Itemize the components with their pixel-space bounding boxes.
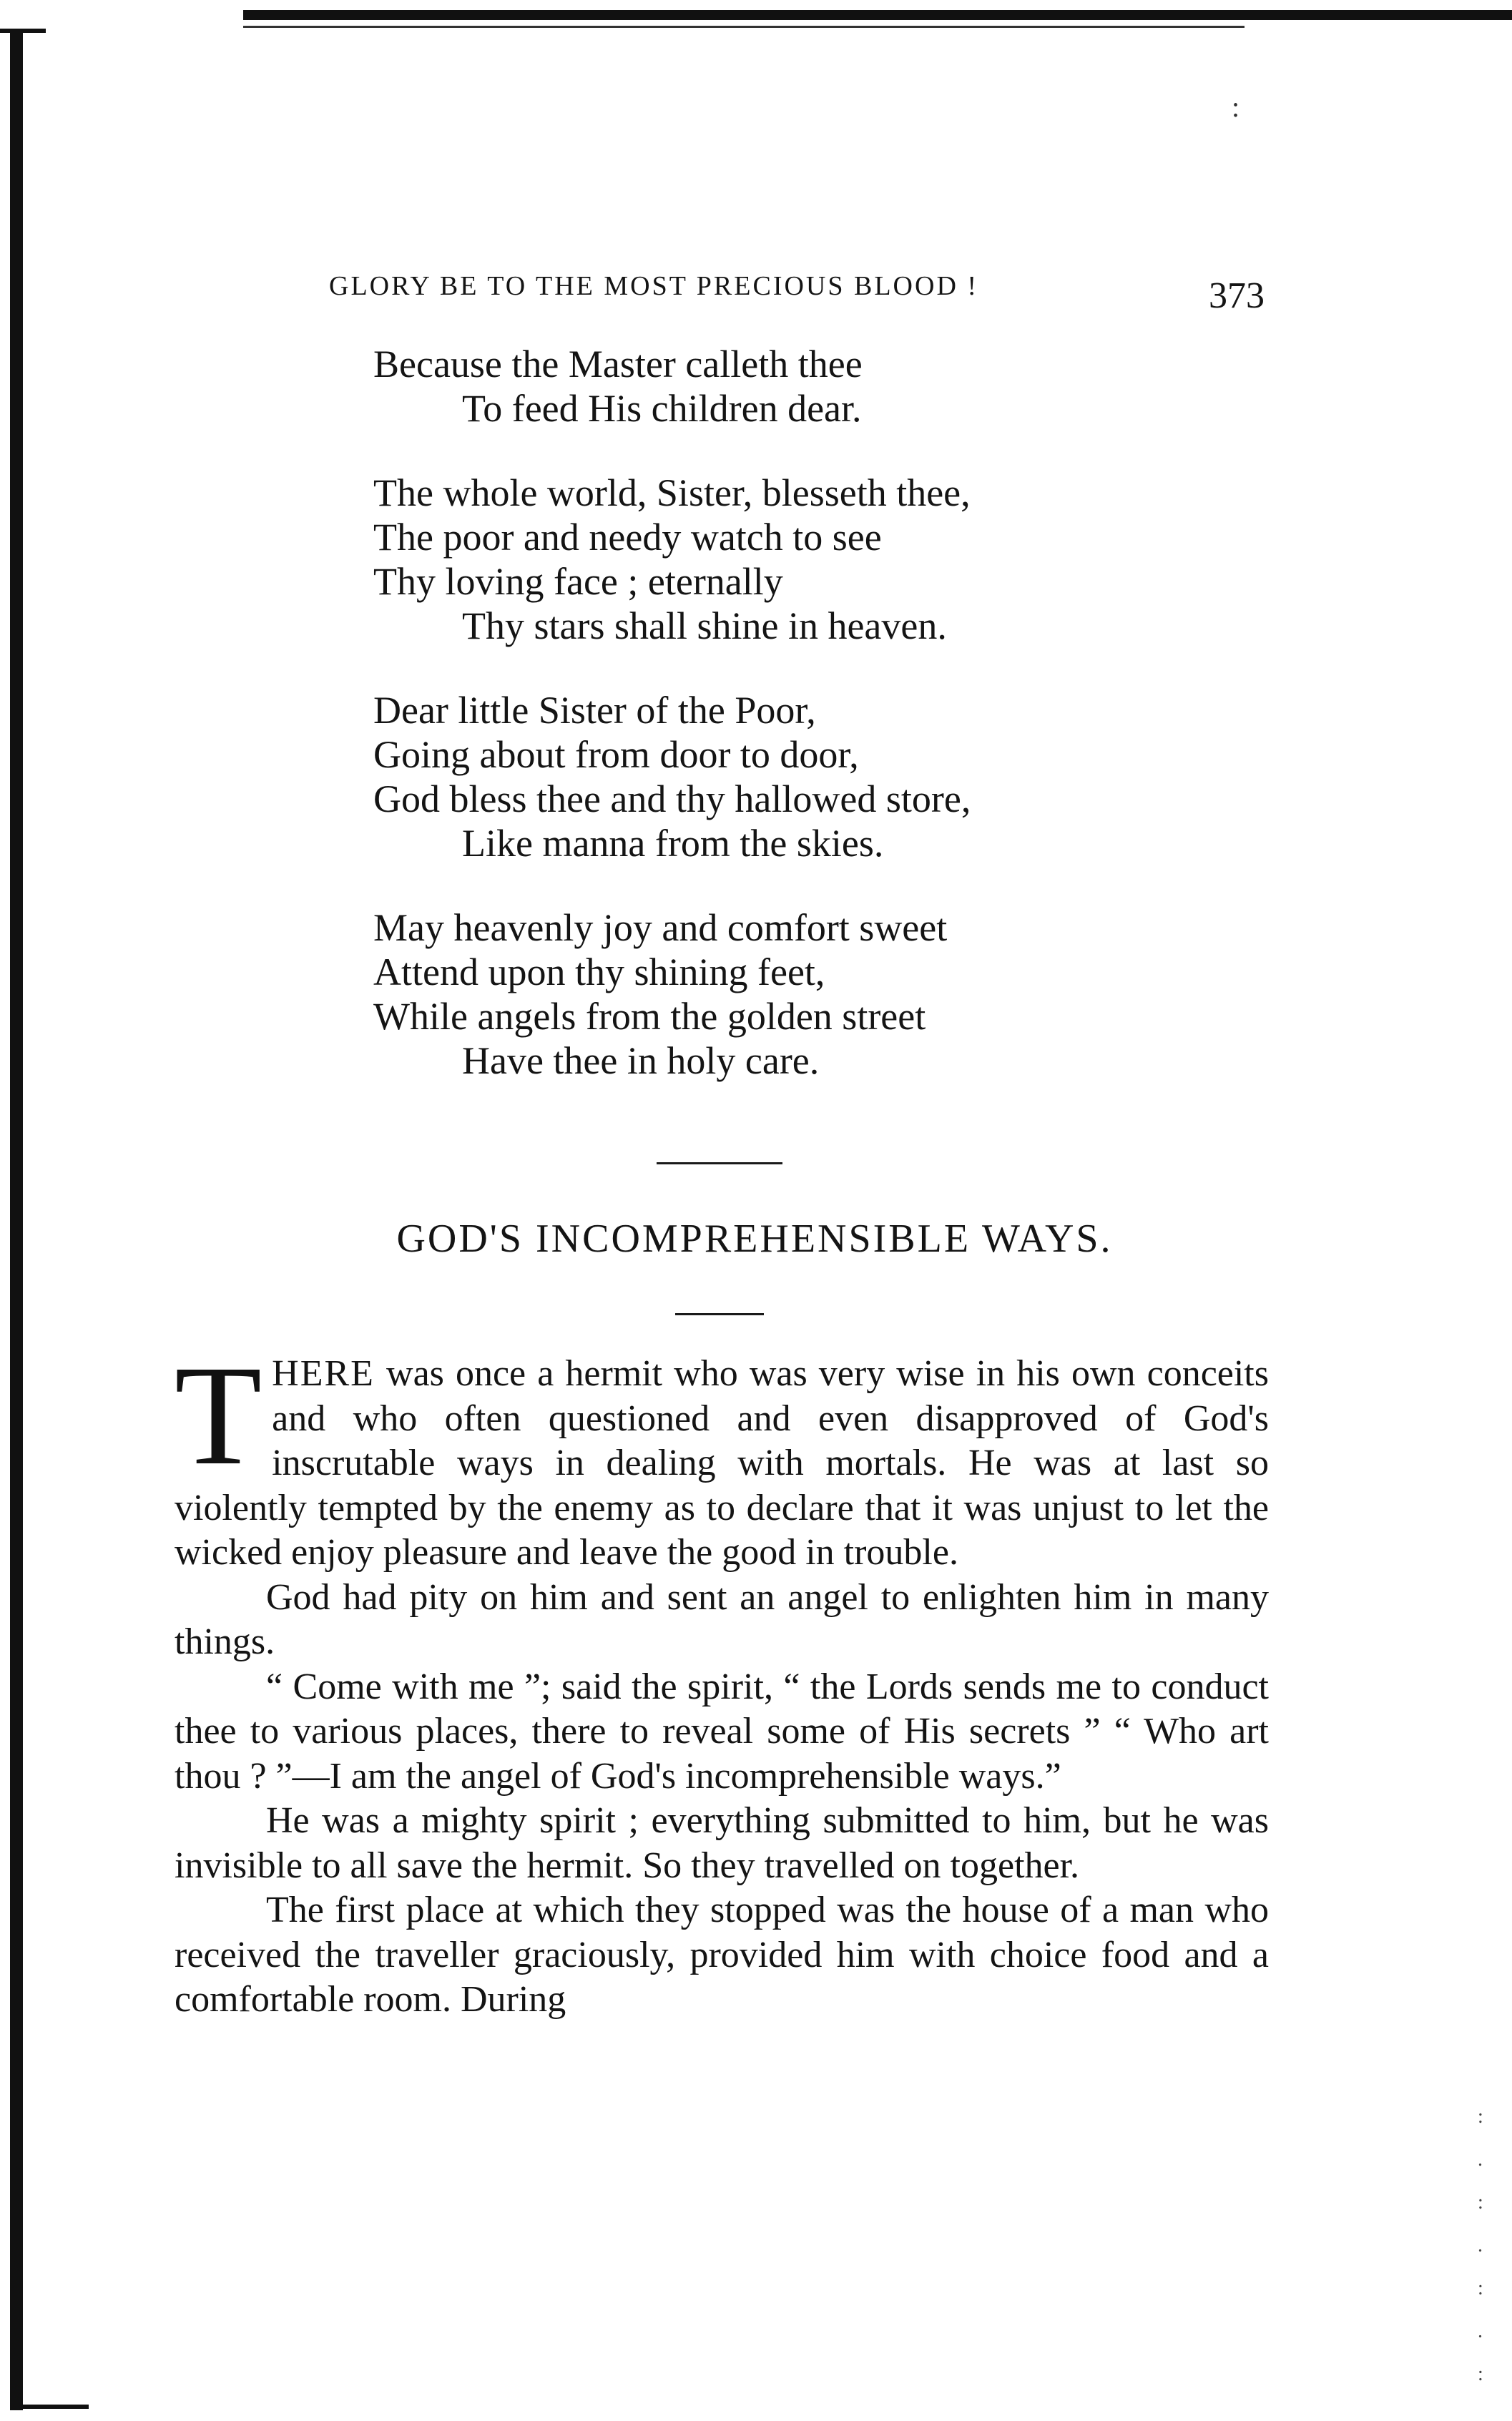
poem-line: Thy stars shall shine in heaven.: [462, 604, 947, 647]
article-body: [175, 1337, 1269, 2023]
poem-line: God bless thee and thy hallowed store,: [373, 777, 971, 820]
poem-line: Because the Master calleth thee: [373, 343, 863, 386]
article-paragraph: “ Come with me ”; said the spirit, “ the Lords sends me to conduct thee to various places, there to reveal some of His secrets ” “ Who art thou ? ”—I am the angel of God's incomprehensible ways.”: [175, 1666, 1269, 1797]
poem-line: The poor and needy watch to see: [373, 516, 882, 559]
article-paragraph: God had pity on him and sent an angel to enlighten him in many things.: [175, 1576, 1269, 1662]
section-divider-bottom: [675, 1313, 764, 1315]
section-divider-top: [657, 1162, 782, 1164]
poem-line: While angels from the golden street: [373, 995, 926, 1038]
poem-line: Have thee in holy care.: [462, 1039, 820, 1082]
page-number: 373: [1209, 275, 1265, 316]
poem: [373, 342, 1303, 1123]
drop-cap: T: [175, 1337, 262, 1495]
poem-line: Dear little Sister of the Poor,: [373, 689, 816, 732]
poem-line: To feed His children dear.: [462, 387, 862, 430]
scan-speck-top: :: [1232, 91, 1240, 123]
article-paragraph: The first place at which they stopped was the house of a man who received the traveller graciously, provided him with choice food and a comfortable room. During: [175, 1890, 1269, 2020]
first-word-rest: HERE: [272, 1353, 375, 1394]
running-head: GLORY BE TO THE MOST PRECIOUS BLOOD !: [329, 271, 979, 301]
poem-line: May heavenly joy and comfort sweet: [373, 906, 948, 949]
scan-left-binding-rule: [10, 29, 23, 2410]
scan-left-rule-foot: [10, 2405, 89, 2409]
article-paragraph: He was a mighty spirit ; everything submitted to him, but he was invisible to all save the hermit. So they travelled on together.: [175, 1800, 1269, 1886]
poem-line: Attend upon thy shining feet,: [373, 951, 825, 993]
poem-line: Thy loving face ; eternally: [373, 560, 783, 603]
scan-top-rule: [243, 10, 1512, 20]
paragraph-text: was once a hermit who was very wise in his own conceits and who often questioned and even disapproved of God's inscrutable ways in dealing with mortals. He was at last so violently tempted by the enemy as to declare that it was unjust to let the wicked enjoy pleasure and leave the good in trouble.: [175, 1353, 1269, 1573]
article-paragraph: [175, 1337, 1269, 1576]
article-title: GOD'S INCOMPREHENSIBLE WAYS.: [396, 1217, 1113, 1261]
poem-line: Going about from door to door,: [373, 733, 859, 776]
poem-stanza: [373, 342, 1303, 431]
poem-stanza: [373, 471, 1303, 648]
scan-left-rule-head: [0, 29, 46, 33]
scan-edge-specks: : . : . : . :: [1478, 2106, 1483, 2385]
poem-stanza: [373, 688, 1303, 865]
poem-line: The whole world, Sister, blesseth thee,: [373, 471, 971, 514]
scan-top-rule-thin: [243, 26, 1245, 28]
poem-stanza: [373, 905, 1303, 1083]
poem-line: Like manna from the skies.: [462, 822, 884, 865]
